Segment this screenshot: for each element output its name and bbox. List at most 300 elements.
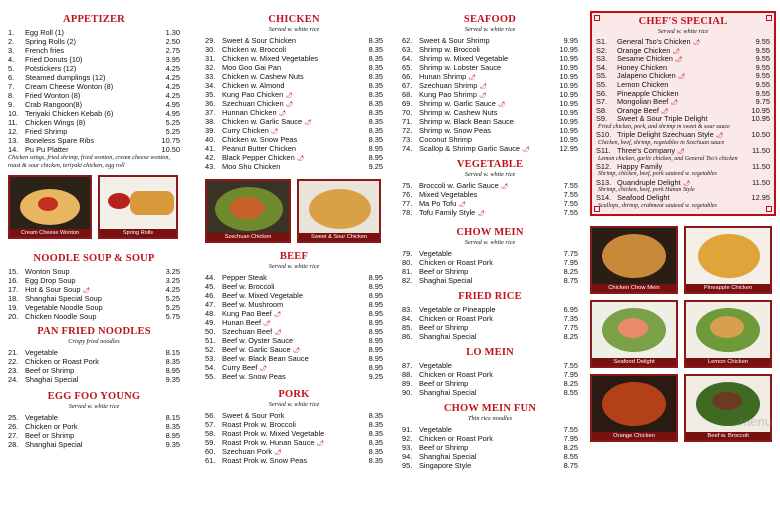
item-name	[222, 108, 349, 117]
item-name-text: Shrimp w. Cashew Nuts	[419, 108, 498, 117]
item-name-text: Ma Po Tofu	[419, 199, 457, 208]
item-number: 50.	[205, 327, 216, 336]
item-name	[617, 179, 736, 188]
chili-icon: 🌶	[263, 321, 271, 327]
egg-foo-young-list	[8, 413, 180, 449]
photo-pineapple-chicken[interactable]	[684, 226, 772, 294]
chili-icon: 🌶	[677, 74, 686, 81]
item-name	[222, 336, 349, 345]
section-title: NOODLE SOUP & SOUP	[33, 253, 155, 264]
section-title: LO MEIN	[466, 347, 514, 358]
menu-item	[402, 305, 578, 314]
menu-item	[8, 357, 180, 366]
item-number: 94.	[402, 452, 413, 461]
item-name	[419, 208, 544, 217]
item-price: 8.35	[368, 36, 383, 45]
chili-icon: 🌶	[479, 84, 487, 90]
item-price: 5.75	[165, 312, 180, 321]
item-name	[222, 153, 349, 162]
item-number: 60.	[205, 447, 216, 456]
item-number: 24.	[8, 375, 19, 384]
food-detail	[229, 197, 265, 219]
item-number: 34.	[205, 81, 216, 90]
seafood-list	[402, 36, 578, 153]
item-name	[222, 117, 349, 126]
item-number: 43.	[205, 162, 216, 171]
chili-icon: 🌶	[660, 108, 669, 115]
photo-spring-rolls[interactable]	[98, 175, 178, 239]
chow-mein-fun-list	[402, 425, 578, 470]
section-subtitle: Served w. white rice	[68, 403, 120, 410]
photo-beef-broccoli[interactable]	[684, 374, 772, 442]
item-price: 2.75	[165, 46, 180, 55]
item-name	[419, 443, 544, 452]
photo-caption: Szechuan Chicken	[207, 233, 289, 241]
item-number: 39.	[205, 126, 216, 135]
item-number: 77.	[402, 199, 413, 208]
item-name-text: Tofu Family Style	[419, 208, 476, 217]
menu-item	[205, 153, 383, 162]
item-price: 8.25	[563, 332, 578, 341]
item-name	[617, 147, 736, 156]
item-name-text: Roast Prok w. Hunan Sauce	[222, 438, 315, 447]
menu-item	[205, 438, 383, 447]
item-number: 4.	[8, 55, 15, 64]
item-number: 85.	[402, 323, 413, 332]
item-name-text: Szechuan Beef	[222, 327, 273, 336]
item-name-text: Shrimp w. Garlic Sauce	[419, 99, 496, 108]
item-name	[222, 63, 349, 72]
item-number: 23.	[8, 366, 19, 375]
item-price: 8.95	[368, 345, 383, 354]
section-title: EGG FOO YOUNG	[47, 391, 141, 402]
menu-item	[402, 135, 578, 144]
column-4	[590, 0, 776, 442]
item-name	[419, 117, 544, 126]
menu-item	[402, 379, 578, 388]
menu-item	[402, 72, 578, 81]
item-name-text: Crab Rangoon(8)	[25, 100, 83, 109]
item-name	[222, 144, 349, 153]
item-price: 9.55	[755, 71, 770, 81]
item-name-text: Curry Beef	[222, 363, 258, 372]
item-number: 38.	[205, 117, 216, 126]
item-name-text: Shanghai Special	[25, 440, 83, 449]
menu-item	[402, 370, 578, 379]
item-number: S1.	[596, 37, 608, 46]
item-price: 8.35	[368, 99, 383, 108]
item-name	[419, 126, 544, 135]
item-number: 75.	[402, 181, 413, 190]
item-name	[419, 81, 544, 90]
menu-item	[402, 144, 578, 153]
menu-item	[205, 45, 383, 54]
item-price: 9.35	[165, 440, 180, 449]
item-name	[222, 372, 349, 381]
chili-icon: 🌶	[285, 93, 293, 99]
item-name-text: Jalapeno Chicken	[617, 72, 676, 81]
menu-item	[402, 208, 578, 217]
item-name	[222, 327, 349, 336]
item-name-text: Mongolian Beef	[617, 98, 669, 107]
item-price: 4.25	[165, 285, 180, 294]
item-price: 10.95	[559, 135, 578, 144]
photo-caption: Lemon Chicken	[686, 358, 770, 366]
menu-item	[596, 38, 770, 47]
menu-item	[205, 447, 383, 456]
item-name-text: Triple Delight Szechuan Style	[617, 131, 714, 140]
item-price: 9.95	[563, 36, 578, 45]
menu-item	[402, 126, 578, 135]
item-price: 8.35	[165, 357, 180, 366]
item-price: 7.95	[563, 370, 578, 379]
item-name	[419, 388, 544, 397]
item-price: 8.35	[368, 108, 383, 117]
menu-item	[402, 434, 578, 443]
item-price: 3.95	[165, 55, 180, 64]
item-name	[222, 99, 349, 108]
item-price: 8.95	[165, 431, 180, 440]
food-detail	[712, 392, 742, 410]
item-name	[617, 98, 736, 107]
menu-item	[205, 363, 383, 372]
item-number: 42.	[205, 153, 216, 162]
corner-ornament	[594, 206, 600, 212]
item-name-text: Vegetable	[419, 425, 452, 434]
item-name	[419, 267, 544, 276]
pork-list	[205, 411, 383, 465]
chili-icon: 🌶	[672, 48, 681, 55]
item-name	[222, 273, 349, 282]
menu-item	[8, 267, 180, 276]
pan-fried-section	[8, 326, 180, 384]
pan-fried-list	[8, 348, 180, 384]
item-name-text: Pu Pu Platter	[25, 145, 69, 154]
item-name-text: Egg Roll (1)	[25, 28, 65, 37]
item-number: 28.	[8, 440, 19, 449]
item-name	[25, 46, 146, 55]
item-number: 40.	[205, 135, 216, 144]
item-number: 9.	[8, 100, 15, 109]
section-title: CHICKEN	[268, 14, 320, 25]
menu-item	[596, 194, 770, 203]
menu-item	[596, 147, 770, 156]
item-name	[25, 303, 146, 312]
photo-orange-chicken[interactable]	[590, 374, 678, 442]
item-name	[25, 440, 146, 449]
item-name-text: Chicken or Roast Pork	[419, 370, 493, 379]
item-number: 91.	[402, 425, 413, 434]
photo-caption: Seafood Delight	[592, 358, 676, 366]
menu-item	[8, 109, 180, 118]
item-number: 19.	[8, 303, 19, 312]
item-price: 8.35	[368, 456, 383, 465]
item-name-text: General Tso's Chicken	[617, 38, 691, 46]
chefs-photos	[590, 226, 776, 442]
item-number: 90.	[402, 388, 413, 397]
item-name	[222, 300, 349, 309]
item-price: 8.25	[563, 379, 578, 388]
corner-ornament	[594, 15, 600, 21]
photo-caption: Sweet & Sour Chicken	[299, 233, 379, 241]
food-detail	[618, 318, 648, 338]
item-name-text: Peanut Butter Chicken	[222, 144, 296, 153]
item-name	[25, 100, 146, 109]
menu-item	[205, 72, 383, 81]
item-number: 69.	[402, 99, 413, 108]
item-price: 3.25	[165, 276, 180, 285]
item-name-text: Beef or Shrimp	[25, 366, 75, 375]
menu-item	[205, 420, 383, 429]
menu-item	[8, 285, 180, 294]
item-price: 9.35	[165, 375, 180, 384]
column-3	[402, 0, 578, 470]
menu-item	[205, 54, 383, 63]
item-name-text: Roast Prok w. Mixed Vegetable	[222, 429, 325, 438]
item-name-text: Moo Goo Gai Pan	[222, 63, 282, 72]
menu-item	[8, 100, 180, 109]
chili-icon: 🌶	[674, 57, 683, 64]
item-name	[419, 90, 544, 99]
chili-icon: 🌶	[278, 111, 287, 117]
item-name	[419, 323, 544, 332]
item-number: 5.	[8, 64, 15, 73]
appetizer-section	[8, 14, 180, 239]
menu-item	[205, 327, 383, 336]
seafood-section	[402, 14, 578, 153]
item-number: S4.	[596, 62, 608, 72]
item-number: 33.	[205, 72, 216, 81]
item-name-text: Egg Drop Soup	[25, 276, 76, 285]
menu-item	[402, 461, 578, 470]
chicken-photos	[205, 179, 383, 243]
menu-item	[205, 81, 383, 90]
photo-lemon-chicken[interactable]	[684, 300, 772, 368]
item-name-text: Beef or Shrimp	[25, 431, 75, 440]
item-name	[25, 109, 146, 118]
photo-szechuan-chicken[interactable]	[205, 179, 291, 243]
item-name	[617, 131, 736, 140]
item-price: 8.35	[368, 45, 383, 54]
item-number: 37.	[205, 108, 216, 117]
section-note: Chicken wings, fried shrimp, fried wonton, cream cheese wonton, roast & sour chicken, teriyaki chicken, egg roll	[8, 154, 171, 169]
menu-item	[8, 348, 180, 357]
item-price: 8.55	[563, 452, 578, 461]
item-name-text: Vegetable	[419, 361, 452, 370]
section-subtitle: Served w. white rice	[464, 26, 516, 33]
item-name-text: Shanghai Special Soup	[25, 294, 102, 303]
item-name	[222, 354, 349, 363]
item-name-text: Chicken w. Garlic Sauce	[222, 117, 303, 126]
menu-item	[596, 179, 770, 188]
item-name	[419, 135, 544, 144]
item-number: 13.	[8, 136, 19, 145]
section-subtitle: Served w. white rice	[268, 26, 320, 33]
item-name-text: Broccoli w. Garlic Sauce	[419, 181, 499, 190]
chili-icon: 🌶	[477, 211, 485, 217]
item-name	[25, 91, 146, 100]
photo-sweet-sour-chicken[interactable]	[297, 179, 381, 243]
item-number: 52.	[205, 345, 216, 354]
food-image	[602, 234, 666, 278]
section-subtitle: Served w. white rice	[464, 239, 516, 246]
item-number: S7.	[596, 97, 608, 107]
chow-mein-list	[402, 249, 578, 285]
item-name-text: Szechuan Chicken	[222, 99, 284, 108]
item-number: 1.	[8, 28, 15, 37]
menu-item	[205, 162, 383, 171]
item-price: 8.35	[165, 422, 180, 431]
chili-icon: 🌶	[497, 102, 506, 108]
food-image	[698, 234, 760, 278]
menu-item	[8, 127, 180, 136]
item-number: 25.	[8, 413, 19, 422]
item-name	[222, 291, 349, 300]
item-price: 10.50	[751, 130, 770, 140]
item-price: 11.50	[752, 145, 770, 155]
menu-item	[402, 199, 578, 208]
photo-chicken-chow-mein[interactable]	[590, 226, 678, 294]
item-description: Shrimp, chicken, beef, pork Hunan Style	[598, 187, 695, 194]
item-price: 9.25	[368, 162, 383, 171]
chili-icon: 🌶	[715, 133, 724, 140]
item-name	[419, 305, 544, 314]
item-price: 8.95	[368, 144, 383, 153]
item-price: 10.95	[559, 81, 578, 90]
section-subtitle: Crispy fried noodles	[68, 338, 120, 345]
noodle-soup-section	[8, 253, 180, 321]
item-name	[419, 276, 544, 285]
item-name	[419, 370, 544, 379]
item-name-text: Roast Prok w. Snow Peas	[222, 456, 308, 465]
item-number: 35.	[205, 90, 216, 99]
item-price: 4.25	[165, 73, 180, 82]
item-name-text: Roast Prok w. Broccoli	[222, 420, 296, 429]
item-number: 47.	[205, 300, 216, 309]
item-name-text: Scallop & Shrimp Garlic Sauce	[419, 144, 521, 153]
item-name	[222, 282, 349, 291]
item-name-text: Seafood Delight	[617, 194, 670, 203]
item-price: 8.25	[563, 267, 578, 276]
corner-ornament	[766, 15, 772, 21]
photo-cream-cheese-wonton[interactable]	[8, 175, 92, 239]
item-name	[25, 294, 146, 303]
menu-item	[205, 117, 383, 126]
item-price: 10.95	[559, 99, 578, 108]
item-number: 81.	[402, 267, 413, 276]
item-name-text: Shaghai Special	[25, 375, 79, 384]
item-name-text: Shrimp w. Mixed Vegetable	[419, 54, 509, 63]
item-number: 66.	[402, 72, 413, 81]
item-name	[419, 190, 544, 199]
item-number: 57.	[205, 420, 216, 429]
item-number: 87.	[402, 361, 413, 370]
item-description: Fried chicken, pork, and shrimp in sweet & sour sauce	[598, 123, 730, 130]
menu-item	[205, 273, 383, 282]
chili-icon: 🌶	[274, 450, 282, 456]
item-number: 22.	[8, 357, 19, 366]
photo-caption: Chicken Chow Mein	[592, 284, 676, 292]
menu-item	[402, 54, 578, 63]
menu-item	[8, 73, 180, 82]
lo-mein-section	[402, 347, 578, 397]
item-number: S14.	[596, 193, 612, 203]
item-number: 53.	[205, 354, 216, 363]
item-number: 27.	[8, 431, 19, 440]
menu-item	[402, 36, 578, 45]
item-name-text: Szechuan Shrimp	[419, 81, 478, 90]
item-number: 86.	[402, 332, 413, 341]
chili-icon: 🌶	[296, 156, 305, 162]
item-price: 9.75	[755, 97, 770, 107]
menu-item	[205, 372, 383, 381]
item-number: 68.	[402, 90, 413, 99]
item-number: 59.	[205, 438, 216, 447]
item-number: S13.	[596, 177, 612, 187]
food-image	[309, 189, 371, 229]
item-name-text: Black Pepper Chicken	[222, 153, 295, 162]
item-name	[419, 108, 544, 117]
item-number: 79.	[402, 249, 413, 258]
item-name	[222, 429, 349, 438]
chili-icon: 🌶	[670, 100, 678, 107]
menu-item	[205, 309, 383, 318]
item-description: Lemon chicken, garlic chicken, and General Tso's chicken	[598, 155, 738, 162]
menu-item	[402, 323, 578, 332]
item-price: 2.50	[165, 37, 180, 46]
item-price: 11.50	[752, 161, 770, 171]
food-image	[602, 382, 666, 426]
item-price: 11.50	[752, 177, 770, 187]
item-price: 7.95	[563, 258, 578, 267]
item-name-text: Szechuan Pork	[222, 447, 273, 456]
item-price: 8.95	[368, 363, 383, 372]
item-price: 12.95	[559, 144, 578, 153]
item-name	[222, 318, 349, 327]
item-number: 84.	[402, 314, 413, 323]
item-name	[25, 28, 146, 37]
item-number: 58.	[205, 429, 216, 438]
item-name	[617, 81, 736, 90]
item-number: 82.	[402, 276, 413, 285]
section-title: APPETIZER	[63, 14, 125, 25]
item-number: 20.	[8, 312, 19, 321]
item-name-text: Chicken w. Cashew Nuts	[222, 72, 304, 81]
item-price: 7.75	[563, 249, 578, 258]
item-price: 9.55	[755, 54, 770, 64]
menu-item	[205, 135, 383, 144]
photo-seafood-delight[interactable]	[590, 300, 678, 368]
item-name-text: French fries	[25, 46, 65, 55]
item-name-text: Beef w. Mixed Vegetable	[222, 291, 303, 300]
item-price: 8.95	[165, 366, 180, 375]
item-price: 8.95	[368, 318, 383, 327]
menu-item	[205, 354, 383, 363]
section-subtitle: Thin rice noodles	[467, 415, 513, 422]
item-name	[25, 82, 146, 91]
menu-item	[402, 452, 578, 461]
chefs-special-box	[590, 11, 776, 216]
item-name	[419, 99, 544, 108]
menu-item	[402, 361, 578, 370]
item-price: 7.55	[563, 181, 578, 190]
item-name	[222, 438, 349, 447]
section-title: BEEF	[279, 251, 309, 262]
chili-icon: 🌶	[270, 129, 279, 135]
item-description: Chicken, beef, shrimp, vegetables in Szechuan sauce	[598, 139, 725, 146]
item-price: 7.55	[563, 425, 578, 434]
menu-item	[205, 63, 383, 72]
